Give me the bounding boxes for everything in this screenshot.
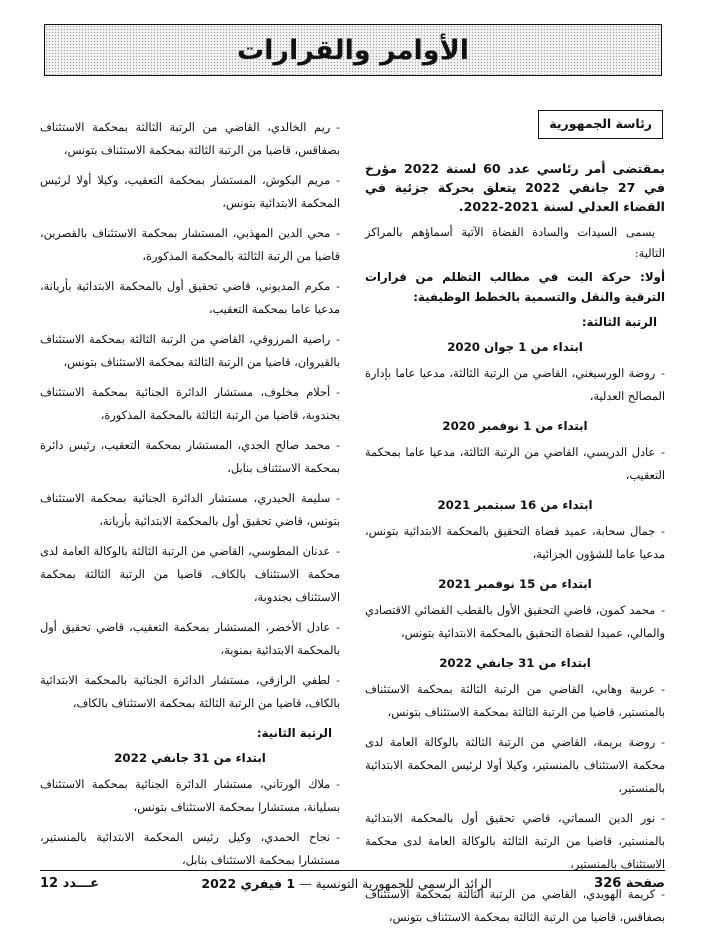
appointment-entry: -روضة بريمة، القاضي من الرتبة الثالثة بالوكالة العامة لدى محكمة الاستئناف بالمنستير، وكيلا أولا لرئيس المحكمة الابتدائية بالمنستير، — [365, 736, 665, 795]
appointment-entry: -محي الدين المهذبي، المستشار بمحكمة الاستئناف بالقصرين، قاضيا من الرتبة الثالثة بالمحكمة المذكورة، — [40, 227, 340, 263]
rank-heading-third: الرتبة الثالثة: — [581, 315, 657, 329]
banner-title: الأوامر والقرارات — [237, 34, 469, 66]
appointment-entry: -محمد صالح الجدي، المستشار بمحكمة التعقيب، رئيس دائرة بمحكمة الاستئناف بنابل، — [40, 439, 340, 475]
journal-date: 1 فيفري 2022 — [201, 875, 296, 891]
page-footer — [40, 870, 665, 895]
appointment-entry: -مريم البكوش، المستشار بمحكمة التعقيب، وكيلا أولا لرئيس المحكمة الابتدائية بتونس، — [40, 174, 340, 210]
appointment-entry: -محمد كمون، قاضي التحقيق الأول بالقطب القضائي الاقتصادي والمالي، عميدا لقضاة التحقيق بالمحكمة الابتدائية بتونس، — [365, 604, 665, 640]
date-heading: ابتداء من 16 سبتمبر 2021 — [437, 498, 593, 512]
appointment-entry: -لطفي الرازقي، مستشار الدائرة الجنائية بالمحكمة الابتدائية بالكاف، قاضيا من الرتبة الثالثة بمحكمة الاستئناف بالكاف، — [40, 674, 340, 710]
appointment-entry: -عادل الدريسي، القاضي من الرتبة الثالثة، مدعيا عاما بمحكمة التعقيب، — [365, 446, 665, 482]
left-column — [40, 116, 340, 879]
appointment-entry: -روضة الورسيغني، القاضي من الرتبة الثالثة، مدعيا عاما بإدارة المصالح العدلية، — [365, 367, 665, 403]
date-heading: ابتداء من 31 جانفي 2022 — [114, 751, 266, 765]
appointment-entry: -ريم الخالدي، القاضي من الرتبة الثالثة بمحكمة الاستئناف بصفاقس، قاضيا من الرتبة الثالثة بمحكمة الاستئناف بتونس، — [40, 121, 340, 157]
rank-heading-second: الرتبة الثانية: — [256, 726, 332, 740]
appointment-entry: -نجاح الحمدي، وكيل رئيس المحكمة الابتدائية بالمنستير، مستشارا بمحكمة الاستئناف بنابل، — [40, 831, 340, 867]
presidency-box: رئاسة الجمهورية — [538, 110, 663, 139]
date-heading: ابتداء من 15 نوفمبر 2021 — [438, 577, 592, 591]
appointment-entry: -مكرم المديوني، قاضي تحقيق أول بالمحكمة الابتدائية بأريانة، مدعيا عاما بمحكمة التعقيب، — [40, 280, 340, 316]
issue-number: عـــدد 12 — [40, 875, 100, 891]
section-banner — [44, 24, 662, 76]
appointment-entry: -راضية المرزوقي، القاضي من الرتبة الثالثة بمحكمة الاستئناف بالقيروان، قاضيا من الرتبة الثالثة بمحكمة الاستئناف بتونس، — [40, 333, 340, 369]
page-number: صفحة 326 — [594, 875, 665, 891]
appointment-entry: -عربية وهابي، القاضي من الرتبة الثالثة بمحكمة الاستئناف بالمنستير، قاضيا من الرتبة الثالثة بمحكمة الاستئناف بتونس، — [365, 683, 665, 719]
appointment-entry: -كريمة الهويدي، القاضي من الرتبة الثالثة بمحكمة الاستئناف بصفاقس، قاضيا من الرتبة الثالثة بمحكمة الاستئناف بتونس، — [365, 888, 665, 924]
date-heading: ابتداء من 1 نوفمبر 2020 — [442, 419, 588, 433]
appointment-entry: -أحلام مخلوف، مستشار الدائرة الجنائية بمحكمة الاستئناف بجندوبة، قاضيا من الرتبة الثالثة بالمحكمة المذكورة، — [40, 386, 340, 422]
section-heading: أولا: حركة البت في مطالب التظلم من قرارات الترقية والنقل والتسمية بالخطط الوظيفية: — [365, 270, 665, 304]
appointment-entry: -عادل الأخضر، المستشار بمحكمة التعقيب، قاضي تحقيق أول بالمحكمة الابتدائية بمنوبة، — [40, 621, 340, 657]
appointment-entry: -جمال سحابة، عميد قضاة التحقيق بالمحكمة الابتدائية بتونس، مدعيا عاما للشؤون الجزائية، — [365, 525, 665, 561]
appointment-entry: -سليمة الحيدري، مستشار الدائرة الجنائية بمحكمة الاستئناف بتونس، قاضي تحقيق أول بالمحكمة الابتدائية بأريانة، — [40, 492, 340, 528]
appointment-entry: -ملاك الورتاني، مستشار الدائرة الجنائية بمحكمة الاستئناف بسليانة، مستشارا بمحكمة الاستئناف بتونس، — [40, 778, 340, 814]
journal-name: الرائد الرسمي للجمهورية التونسية — 1 فيفري 2022 — [201, 875, 492, 891]
right-column — [365, 110, 665, 936]
date-heading: ابتداء من 1 جوان 2020 — [447, 340, 583, 354]
decree-heading: بمقتضى أمر رئاسي عدد 60 لسنة 2022 مؤرخ في 27 جانفي 2022 يتعلق بحركة جزئية في القضاء العدلي لسنة 2021-2022. — [365, 161, 666, 214]
date-heading: ابتداء من 31 جانفي 2022 — [439, 656, 591, 670]
appointment-entry: -نور الدين السماتي، قاضي تحقيق أول بالمحكمة الابتدائية بالمنستير، قاضيا من الرتبة الثالثة بالوكالة العامة لدى محكمة الاستئناف بالمنستير، — [365, 812, 665, 871]
appointment-entry: -عدنان المطوسي، القاضي من الرتبة الثالثة بالوكالة العامة لدى محكمة الاستئناف بالكاف، قاضيا من الرتبة الثالثة بمحكمة الاستئناف بجندوبة، — [40, 545, 340, 604]
decree-intro: يسمى السيدات والسادة القضاة الآتية أسماؤهم بالمراكز التالية: — [365, 226, 665, 260]
